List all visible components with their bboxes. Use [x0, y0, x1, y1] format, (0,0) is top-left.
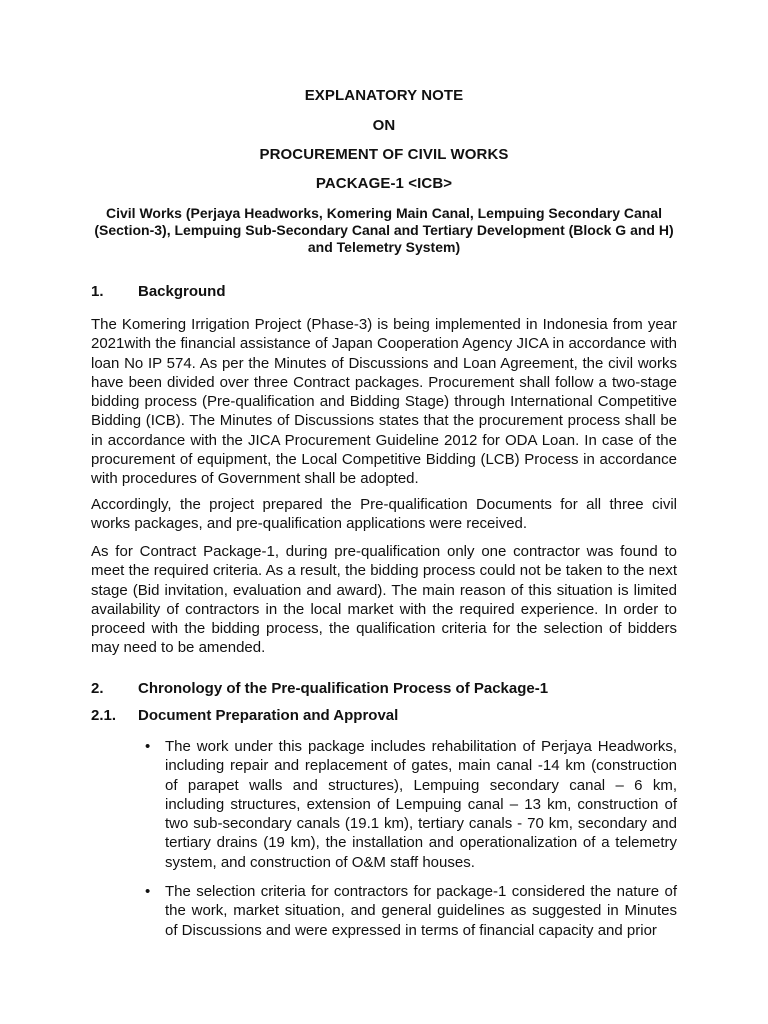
document-title-procurement: PROCUREMENT OF CIVIL WORKS — [259, 146, 509, 163]
bullet-icon: • — [145, 883, 151, 900]
section-2-1-heading — [91, 707, 398, 724]
list-item — [91, 882, 677, 940]
background-paragraph-1: The Komering Irrigation Project (Phase-3) is being implemented in Indonesia from year 2021with the financial assistance of Japan Cooperation Agency JICA in accordance with loan No IP 574. As per the Minutes of Discussions and Loan Agreement, the civil works have been divided over three Contract packages. Procurement shall follow a two-stage bidding process (Pre-qualification and Bidding Stage) through International Competitive Bidding (ICB). The Minutes of Discussions states that the procurement process shall be in accordance with the JICA Procurement Guideline 2012 for ODA Loan. In case of the procurement of equipment, the Local Competitive Bidding (LCB) Process in accordance with procedures of Government shall be adopted. — [91, 316, 677, 488]
document-title-on: ON — [372, 117, 396, 134]
section-1-number: 1. — [91, 283, 104, 300]
section-2-heading — [91, 680, 548, 697]
bullet-text: The selection criteria for contractors for package-1 considered the nature of the work, market situation, and general guidelines as suggested in Minutes of Discussions and were expressed in terms of financial capacity and prior — [165, 883, 677, 939]
bullet-list-2 — [91, 882, 677, 940]
document-title-package: PACKAGE-1 <ICB> — [315, 175, 453, 192]
bullet-icon: • — [145, 738, 151, 755]
section-2-title: Chronology of the Pre-qualification Process of Package-1 — [138, 680, 549, 697]
bullet-list — [91, 737, 677, 872]
background-paragraph-2: Accordingly, the project prepared the Pre-qualification Documents for all three civil works packages, and pre-qualification applications were received. — [91, 496, 677, 533]
document-title: EXPLANATORY NOTE — [304, 87, 464, 104]
section-2-number: 2. — [91, 680, 104, 697]
section-1-heading — [91, 283, 226, 300]
section-2-1-title: Document Preparation and Approval — [138, 707, 399, 724]
background-paragraph-3: As for Contract Package-1, during pre-qualification only one contractor was found to meet the required criteria. As a result, the bidding process could not be taken to the next stage (Bid invitation, evaluation and award). The main reason of this situation is limited availability of contractors in the local market with the required experience. In order to proceed with the bidding process, the qualification criteria for the selection of bidders may need to be amended. — [91, 543, 677, 657]
section-2-1-number: 2.1. — [91, 707, 117, 724]
list-item — [91, 737, 677, 872]
bullet-text: The work under this package includes rehabilitation of Perjaya Headworks, including repair and replacement of gates, main canal -14 km (construction of parapet walls and structures), Lempuing secondary canal – 6 km, including structures, extension of Lempuing canal – 13 km, construction of two sub-secondary canals (19.1 km), tertiary canals - 70 km, secondary and tertiary drains (19 km), the installation and operationalization of a telemetry system, and construction of O&M staff houses. — [165, 738, 677, 871]
document-subtitle: Civil Works (Perjaya Headworks, Komering Main Canal, Lempuing Secondary Canal (Section-3), Lempuing Sub-Secondary Canal and Tertiary Development (Block G and H) and Telemetry System) — [94, 205, 674, 255]
section-1-title: Background — [138, 283, 226, 300]
